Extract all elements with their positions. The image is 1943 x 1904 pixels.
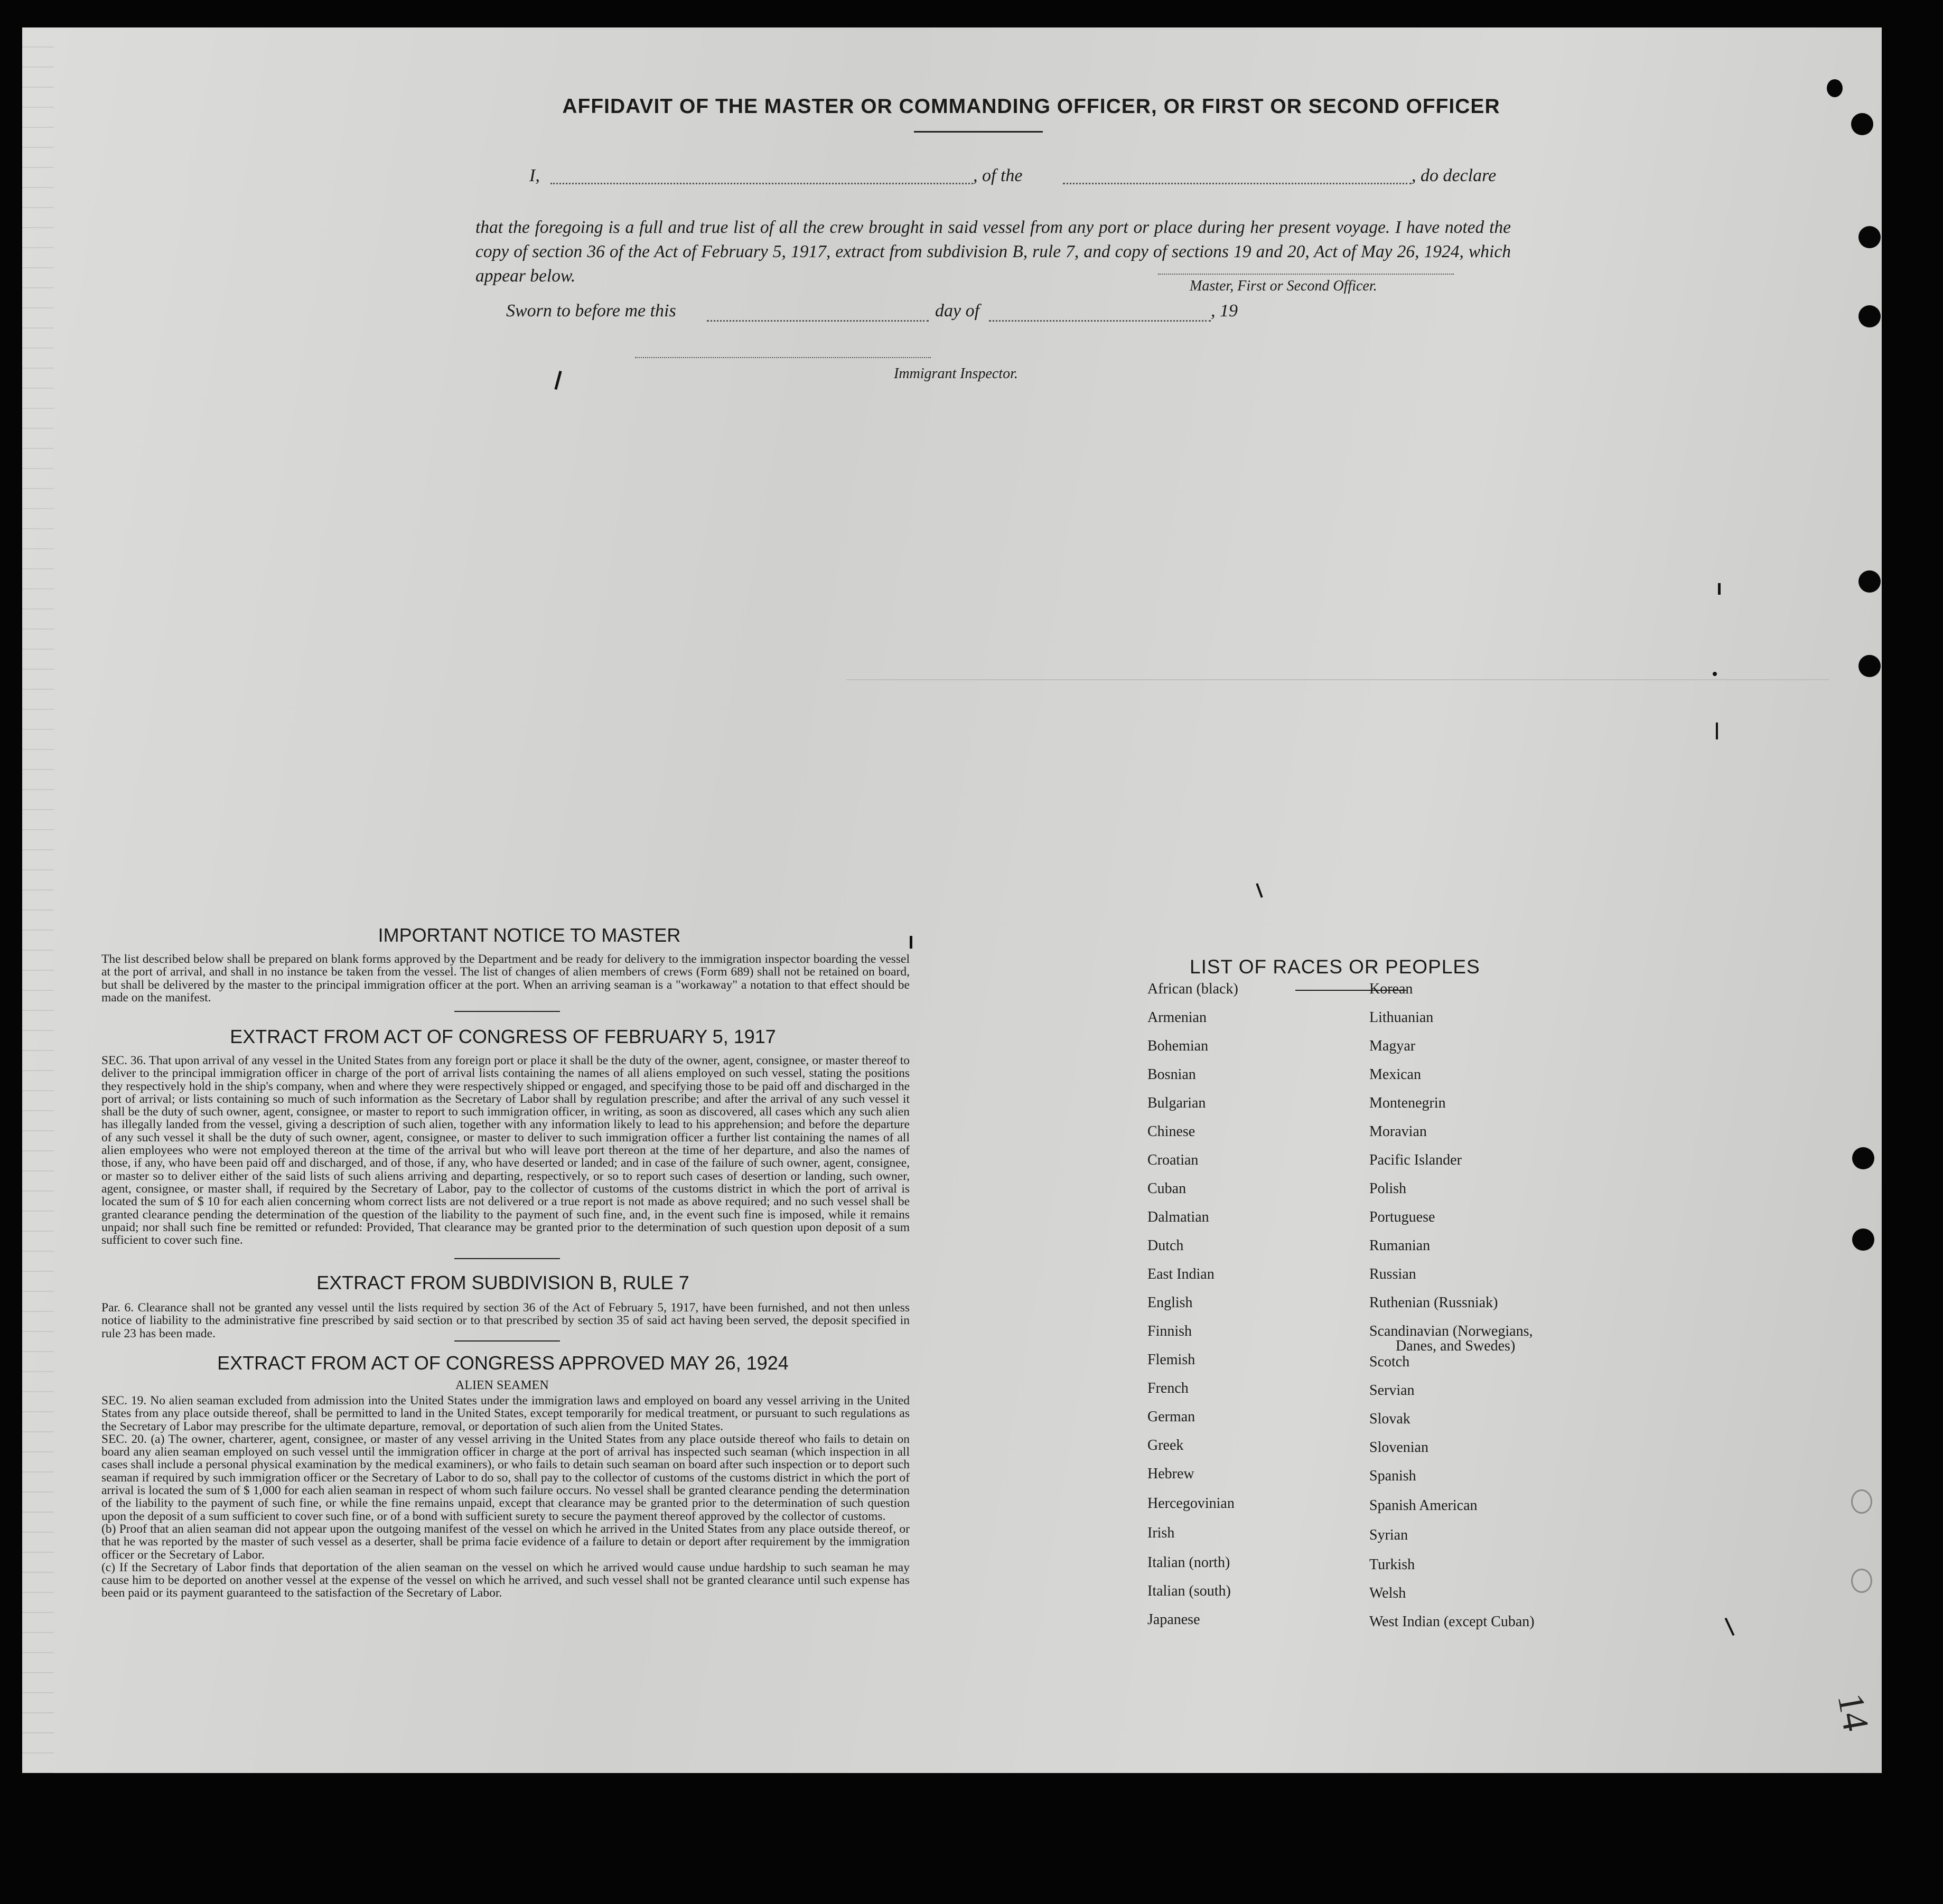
ink-mark bbox=[1713, 672, 1717, 676]
races-title: LIST OF RACES OR PEOPLES bbox=[1190, 956, 1480, 978]
affidavit-title: AFFIDAVIT OF THE MASTER OR COMMANDING OFFICER, OR FIRST OR SECOND OFFICER bbox=[562, 95, 1500, 118]
ink-mark bbox=[1256, 883, 1263, 898]
master-signature-line[interactable] bbox=[1158, 274, 1454, 275]
race-item: East Indian bbox=[1147, 1266, 1215, 1282]
punch-hole bbox=[1851, 1489, 1872, 1514]
race-item: Spanish bbox=[1369, 1468, 1416, 1484]
notice-rule bbox=[454, 1011, 560, 1012]
race-item: Korean bbox=[1369, 981, 1413, 997]
race-item: Japanese bbox=[1147, 1611, 1200, 1628]
race-item: Scotch bbox=[1369, 1354, 1410, 1370]
punch-hole bbox=[1858, 226, 1881, 248]
race-item: Dutch bbox=[1147, 1237, 1184, 1254]
race-item-continuation: Danes, and Swedes) bbox=[1396, 1338, 1516, 1354]
ink-mark bbox=[1725, 1618, 1735, 1636]
punch-hole bbox=[1852, 1228, 1874, 1251]
bleed-through-lines bbox=[22, 27, 54, 1773]
race-item: Chinese bbox=[1147, 1123, 1195, 1140]
race-item: Croatian bbox=[1147, 1152, 1199, 1168]
race-item: English bbox=[1147, 1295, 1193, 1311]
notice-body: The list described below shall be prepared on blank forms approved by the Department and be ready for delivery to the immigration inspector boarding the vessel at the port of arrival, and shall in no instance be taken from the vessel. The list of changes of alien members of crews (Form 689) shall not be retained on board, but shall be delivered by the master to the principal immigration officer at the port. When an arriving seaman is a "workaway" a notation to that effect should be made on the manifest. bbox=[101, 952, 910, 1005]
race-item: Pacific Islander bbox=[1369, 1152, 1462, 1168]
year-label: , 19 bbox=[1211, 301, 1238, 321]
extract-1924-title: EXTRACT FROM ACT OF CONGRESS APPROVED MAY 26, 1924 bbox=[217, 1352, 789, 1374]
affidavit-paragraph: that the foregoing is a full and true list of all the crew brought in said vessel from any port or place during her present voyage. I have noted the copy of section 36 of the Act of February 5, 1917, extract from subdivision B, rule 7, and copy of sections 19 and 20, Act of May 26, 1924, which appear below. bbox=[475, 218, 1511, 286]
race-item: Portuguese bbox=[1369, 1209, 1435, 1225]
race-item: French bbox=[1147, 1380, 1189, 1396]
extract-1924-subtitle: ALIEN SEAMEN bbox=[455, 1378, 549, 1392]
race-item: Russian bbox=[1369, 1266, 1416, 1282]
punch-hole bbox=[1858, 655, 1881, 677]
race-item: Armenian bbox=[1147, 1009, 1207, 1026]
affidavit-header bbox=[455, 27, 1607, 133]
sworn-month-line[interactable] bbox=[989, 320, 1211, 322]
extract-1917-body: SEC. 36. That upon arrival of any vessel in the United States from any foreign port or place it shall be the duty of the owner, agent, consignee, or master thereof to deliver to the principal immigration officer in charge of the port of arrival lists containing the names of all aliens employed on such vessel, stating the positions they respectively hold in the ship's company, when and where they were respectively shipped or engaged, and specifying those to be paid off and discharged in the port of arrival; or lists containing so much of such information as the Secretary of Labor shall by regulation prescribe; and after the arrival of any such vessel it shall be the duty of such owner, agent, consignee, or master to report to such immigration officer, in writing, as soon as discovered, all cases which any such alien has illegally landed from the vessel, giving a description of such alien, together with any information likely to lead to his apprehension; and before the departure of any such vessel it shall be the duty of such owner, agent, consignee, or master to deliver to such immigration officer a further list containing the names of all alien employees who were not employed thereon at the time of the arrival but who will leave port thereon at the time of her departure, and also the names of those, if any, who have been paid off and discharged, and of those, if any, who have deserted or landed; and in case of the failure of such owner, agent, consignee, or master so to deliver either of the said lists of such aliens arriving and departing, respectively, or so to report such cases of desertion or landing, such owner, agent, consignee, or master shall, if required by the Secretary of Labor, pay to the collector of customs of the customs district in which the port of arrival is located the sum of $ 10 for each alien concerning whom correct lists are not delivered or a true report is not made as above required; and no such vessel shall be granted clearance pending the determination of the question of the liability to the payment of such fine, and, in the event such fine is imposed, while it remains unpaid; nor shall such fine be remitted or refunded: Provided, That clearance may be granted prior to the determination of such question upon deposit of a sum sufficient to cover such fine. bbox=[101, 1054, 910, 1248]
race-item: West Indian (except Cuban) bbox=[1369, 1614, 1535, 1630]
notice-title: IMPORTANT NOTICE TO MASTER bbox=[378, 924, 681, 946]
punch-hole bbox=[1852, 1147, 1874, 1169]
bleed-through-rule bbox=[846, 679, 1829, 680]
ink-mark bbox=[1718, 583, 1721, 595]
race-item: Moravian bbox=[1369, 1123, 1427, 1140]
race-item: Polish bbox=[1369, 1180, 1407, 1197]
race-item: Bohemian bbox=[1147, 1038, 1209, 1054]
day-of-label: day of bbox=[935, 301, 980, 321]
race-item: Mexican bbox=[1369, 1066, 1421, 1083]
race-item: Hebrew bbox=[1147, 1466, 1194, 1482]
race-item: Cuban bbox=[1147, 1180, 1187, 1197]
punch-hole bbox=[1851, 113, 1873, 135]
race-item: Spanish American bbox=[1369, 1497, 1478, 1514]
race-item: Syrian bbox=[1369, 1527, 1408, 1543]
race-item: Finnish bbox=[1147, 1323, 1192, 1339]
document-sheet bbox=[22, 27, 1882, 1773]
ink-mark bbox=[910, 936, 912, 949]
race-item: Flemish bbox=[1147, 1352, 1195, 1368]
race-item: Servian bbox=[1369, 1382, 1415, 1399]
race-item: Scandinavian (Norwegians, bbox=[1369, 1323, 1533, 1339]
vessel-field-line[interactable] bbox=[1063, 183, 1412, 184]
declare-of: , of the bbox=[973, 166, 1023, 185]
inspector-signature-line[interactable] bbox=[635, 357, 931, 358]
extract-rule7-body: Par. 6. Clearance shall not be granted any vessel until the lists required by section 36 of the Act of February 5, 1917, have been furnished, and not then unless notice of liability to the administrative fine prescribed by said section or to that prescribed by section 35 of said act having been served, the deposit specified in rule 23 has been made. bbox=[101, 1301, 910, 1340]
race-item: Ruthenian (Russniak) bbox=[1369, 1295, 1498, 1311]
ink-mark bbox=[1716, 723, 1718, 739]
extract-1924-sec20b: (b) Proof that an alien seaman did not appear upon the outgoing manifest of the vessel on which he arrived in the United States from any place outside thereof, or that he was reported by the master of such vessel as a deserter, shall be prima facie evidence of a failure to detain or deport after requirement by the immigration officer or the Secretary of Labor. bbox=[101, 1522, 910, 1562]
name-field-line[interactable] bbox=[550, 183, 973, 184]
extract-rule7-title: EXTRACT FROM SUBDIVISION B, RULE 7 bbox=[316, 1272, 689, 1293]
race-item: Irish bbox=[1147, 1525, 1175, 1541]
race-item: German bbox=[1147, 1409, 1195, 1425]
extract-1924-sec19: SEC. 19. No alien seaman excluded from admission into the United States under the immigration laws and employed on board any vessel arriving in the United States from any place outside thereof, shall be permitted to land in the United States, except temporarily for medical treatment, or pursuant to such regulations as the Secretary of Labor may prescribe for the ultimate departure, removal, or deportation of such alien from the United States. bbox=[101, 1394, 910, 1433]
race-item: Bosnian bbox=[1147, 1066, 1196, 1083]
punch-hole bbox=[1827, 79, 1843, 97]
race-item: Montenegrin bbox=[1369, 1095, 1446, 1111]
inspector-label: Immigrant Inspector. bbox=[894, 365, 1018, 382]
extract-1924-sec20c: (c) If the Secretary of Labor finds that deportation of the alien seaman on the vessel on which he arrived would cause undue hardship to such seaman he may cause him to be deported on another vessel at the expense of the vessel on which he arrived, and such vessel shall not be granted clearance until such expense has been paid or its payment guaranteed to the satisfaction of the Secretary of Labor. bbox=[101, 1560, 910, 1600]
extract-1924-body bbox=[101, 1394, 910, 1600]
sworn-label: Sworn to before me this bbox=[506, 301, 676, 321]
declare-prefix: I, bbox=[529, 166, 540, 185]
race-item: Magyar bbox=[1369, 1038, 1416, 1054]
punch-hole bbox=[1858, 570, 1881, 593]
title-rule bbox=[914, 131, 1043, 133]
extract-1924-sec20a: SEC. 20. (a) The owner, charterer, agent, consignee, or master of any vessel arriving in the United States from any place outside thereof who fails to detain on board any alien seaman employed on such vessel until the immigration officer in charge at the port of arrival has inspected such seaman (which inspection in all cases shall include a personal physical examination by the medical examiners), or who fails to detain such seaman on board after such inspection or to deport such seaman if required by such immigration officer or the Secretary of Labor to do so, shall pay to the collector of customs of the customs district in which the port of arrival is located the sum of $ 1,000 for each alien seaman in respect of whom such failure occurs. No vessel shall be granted clearance pending the determination of the liability to the payment of such fine, or while the fine remains unpaid, except that clearance may be granted prior to the determination of such question upon the deposit of a sum sufficient to cover such fine, or of a bond with sufficient surety to secure the payment thereof approved by the collector of customs. bbox=[101, 1432, 910, 1523]
margin-page-number: 14 bbox=[1829, 1690, 1876, 1734]
race-item: Hercegovinian bbox=[1147, 1495, 1235, 1512]
race-item: Slovenian bbox=[1369, 1439, 1428, 1456]
extract-rule7-rule bbox=[454, 1340, 560, 1342]
race-item: Welsh bbox=[1369, 1585, 1406, 1601]
extract-1917-title: EXTRACT FROM ACT OF CONGRESS OF FEBRUARY 5, 1917 bbox=[230, 1026, 776, 1047]
race-item: Bulgarian bbox=[1147, 1095, 1206, 1111]
race-item: African (black) bbox=[1147, 981, 1238, 997]
race-item: Greek bbox=[1147, 1437, 1184, 1453]
punch-hole bbox=[1858, 305, 1881, 327]
race-item: Dalmatian bbox=[1147, 1209, 1209, 1225]
declare-suffix: , do declare bbox=[1412, 166, 1497, 185]
race-item: Slovak bbox=[1369, 1411, 1410, 1427]
punch-hole bbox=[1851, 1569, 1872, 1593]
race-item: Turkish bbox=[1369, 1556, 1415, 1573]
sworn-day-line[interactable] bbox=[707, 320, 929, 322]
master-signature-label: Master, First or Second Officer. bbox=[1190, 278, 1377, 294]
race-item: Italian (south) bbox=[1147, 1583, 1231, 1599]
race-item: Rumanian bbox=[1369, 1237, 1431, 1254]
extract-1917-rule bbox=[454, 1258, 560, 1259]
ink-mark bbox=[554, 371, 562, 390]
race-item: Lithuanian bbox=[1369, 1009, 1434, 1026]
race-item: Italian (north) bbox=[1147, 1554, 1230, 1571]
